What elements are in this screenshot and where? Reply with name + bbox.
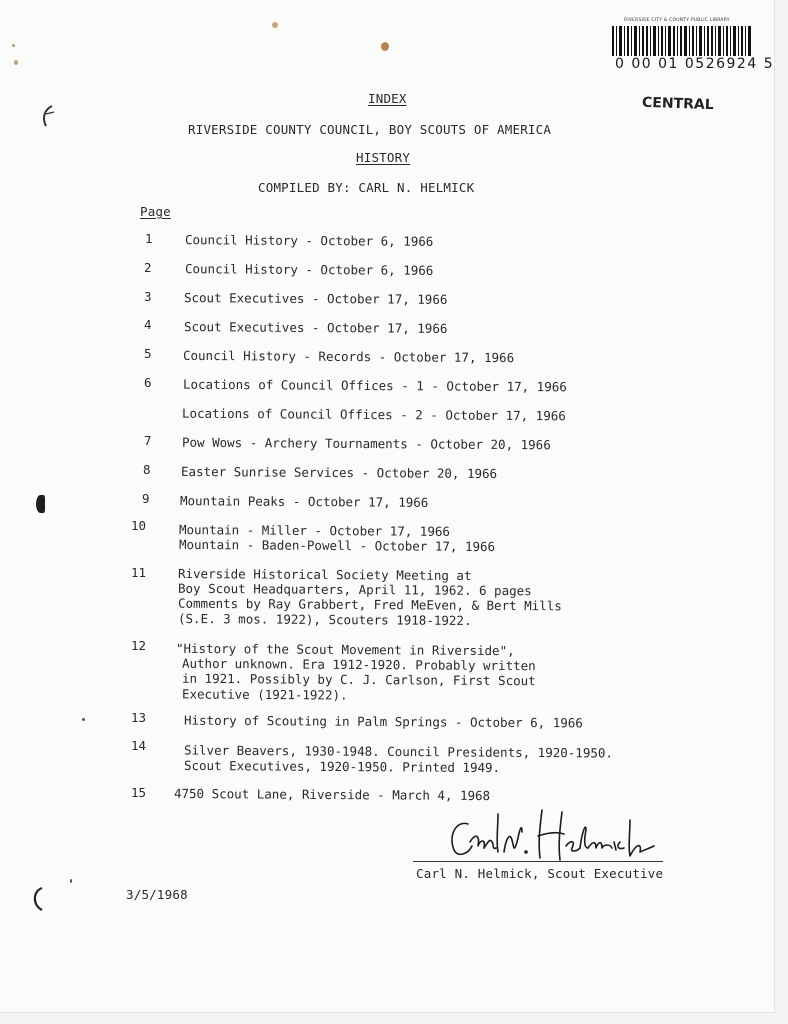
entry-line: Boy Scout Headquarters, April 11, 1962. 6 pages [177,580,532,599]
entry-line: Riverside Historical Society Meeting at [177,565,472,584]
stain-mark [381,42,389,51]
entry-page-number: 12 [131,638,147,653]
document-date: 3/5/1968 [126,887,188,902]
entry-page-number: 11 [131,565,147,580]
entry-page-number: 4 [144,317,152,332]
punch-hole-mark [30,886,46,912]
barcode-number: 0 00 01 0526924 5 [615,56,775,72]
entry-page-number: 5 [144,346,152,361]
entry-page-number: 9 [142,491,150,506]
entry-line: Council History - October 6, 1966 [184,232,434,249]
entry-page-number: 13 [131,710,147,725]
central-stamp: CENTRAL [641,94,714,114]
entry-page-number: 14 [131,738,147,753]
entry-line: Locations of Council Offices - 2 - October 17, 1966 [181,405,566,424]
entry-line: History of Scouting in Palm Springs - October 6, 1966 [183,712,583,731]
entry-line: Scout Executives, 1920-1950. Printed 1949. [183,757,501,776]
entry-page-number: 3 [144,289,152,304]
entry-line: Silver Beavers, 1930-1948. Council Presidents, 1920-1950. [183,742,614,761]
entry-page-number: 1 [145,231,153,246]
council-title: RIVERSIDE COUNTY COUNCIL, BOY SCOUTS OF AMERICA [188,122,552,137]
stain-mark [272,22,278,28]
entry-line: 4750 Scout Lane, Riverside - March 4, 1968 [173,785,491,804]
stain-mark [12,44,15,47]
speck-mark [70,879,72,883]
entry-page-number: 6 [144,375,152,390]
library-label: RIVERSIDE CITY & COUNTY PUBLIC LIBRARY [624,18,730,23]
entry-line: Executive (1921-1922). [181,686,348,703]
entry-page-number: 15 [131,785,147,800]
entry-line: Author unknown. Era 1912-1920. Probably written [181,655,536,674]
entry-line: Mountain - Miller - October 17, 1966 [178,522,450,539]
history-title: HISTORY [356,150,411,165]
entry-line: Council History - October 6, 1966 [184,261,434,278]
entry-page-number: 7 [144,433,152,448]
compiled-by: COMPILED BY: CARL N. HELMICK [258,180,475,195]
entry-line: Council History - Records - October 17, 1966 [182,347,515,366]
entry-page-number: 10 [131,518,147,533]
entry-line: Scout Executives - October 17, 1966 [183,290,448,307]
entry-line: "History of the Scout Movement in Riverside", [175,640,515,659]
entry-line: Locations of Council Offices - 1 - October 17, 1966 [182,376,567,395]
entry-line: in 1921. Possibly by C. J. Carlson, First Scout [181,670,536,689]
entry-page-number: 2 [144,260,152,275]
punch-hole-mark [40,104,58,128]
signature-line [413,861,663,862]
entry-line: Pow Wows - Archery Tournaments - October 20, 1966 [181,434,551,453]
stain-mark [14,60,18,65]
entry-line: Scout Executives - October 17, 1966 [183,319,448,336]
speck-mark [82,718,85,721]
page-column-label: Page [140,204,171,219]
entry-line: Mountain Peaks - October 17, 1966 [179,493,429,510]
barcode-icon [612,26,752,56]
entry-line: Comments by Ray Grabbert, Fred MeEven, & Bert Mills [177,595,562,614]
entry-line: Mountain - Baden-Powell - October 17, 1966 [178,536,496,555]
index-title: INDEX [368,91,407,106]
entry-line: Easter Sunrise Services - October 20, 1966 [180,463,498,482]
signer-name-title: Carl N. Helmick, Scout Executive [416,866,664,881]
entry-line: (S.E. 3 mos. 1922), Scouters 1918-1922. [177,610,472,629]
punch-hole-mark [36,495,45,513]
entry-page-number: 8 [143,462,151,477]
